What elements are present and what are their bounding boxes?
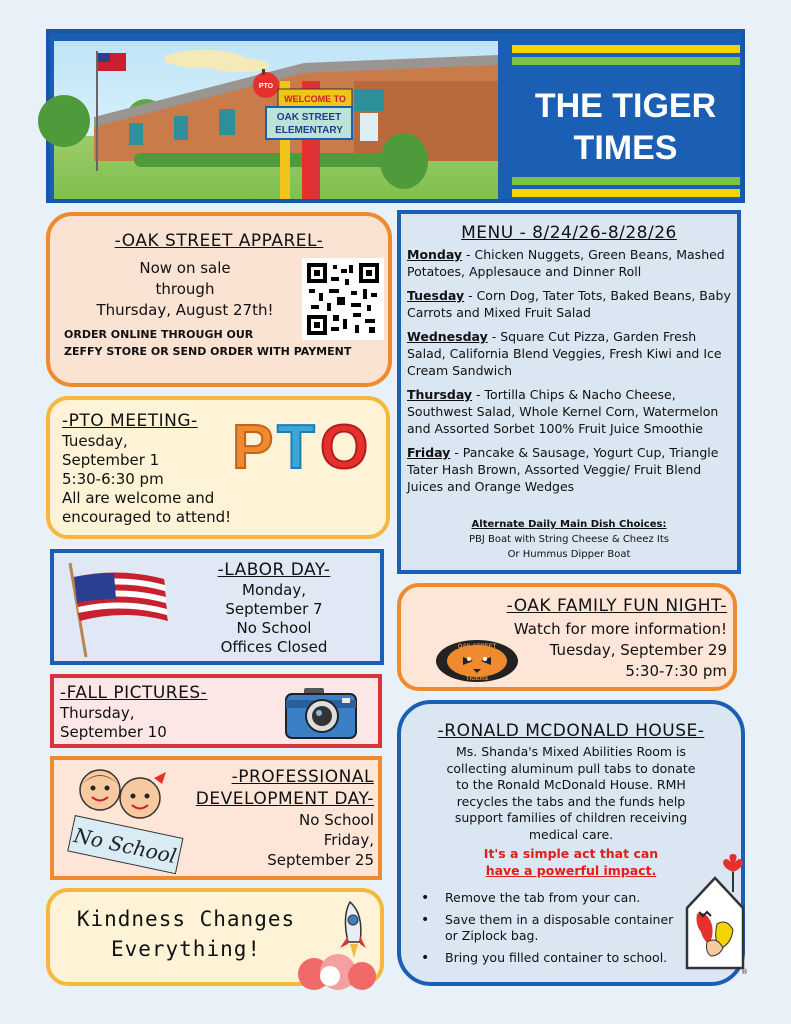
menu-days: [407, 246, 733, 502]
pd-heading-line2: DEVELOPMENT DAY-: [195, 789, 374, 809]
newsletter-title: [506, 85, 745, 169]
tree: [38, 95, 90, 147]
menu-day-wednesday: Wednesday - Square Cut Pizza, Garden Fresh Salad, California Blend Veggies, Fresh Kiwi and Ice Cream Sandwich: [407, 329, 722, 378]
labor-day-heading: -LABOR DAY-: [217, 560, 331, 580]
awning: [354, 89, 384, 111]
labor-day-section: [50, 549, 384, 665]
welcome-sign-text: WELCOME TO: [284, 94, 346, 104]
school-building-image: [54, 41, 498, 199]
svg-text:OAK STREET: OAK STREET: [457, 644, 497, 650]
cloud: [209, 58, 269, 72]
svg-text:P: P: [232, 413, 274, 482]
yellow-stripe: [512, 45, 740, 53]
menu-day-thursday: Thursday - Tortilla Chips & Nacho Cheese, Southwest Salad, Whole Kernel Corn, Watermelon and Assorted Sorbet 100% Fruit Juice Smoothie: [407, 387, 719, 436]
ronald-mcdonald-house-section: [397, 700, 748, 986]
alternate-choices: Alternate Daily Main Dish Choices: PBJ Boat with String Cheese & Cheez Its Or Hummus Dipper Boat: [401, 517, 737, 562]
title-line2: TIMES: [573, 129, 678, 167]
labor-day-text: -LABOR DAY- Monday, September 7 No School Offices Closed: [188, 559, 360, 657]
fall-pictures-text: -FALL PICTURES- Thursday, September 10: [60, 683, 208, 741]
fun-night-heading: -OAK FAMILY FUN NIGHT-: [506, 596, 727, 616]
title-panel: [506, 41, 745, 199]
svg-text:TIGERS: TIGERS: [465, 676, 489, 682]
flag-pole: [96, 51, 98, 171]
apparel-sale-text: Now on sale through Thursday, August 27th!: [96, 259, 274, 319]
rmh-body: Ms. Shanda's Mixed Abilities Room is collecting aluminum pull tabs to donate to the Ronald McDonald House. RMH recycles the tabs and the funds help support families of children receiving medical care.: [446, 744, 696, 842]
rmh-heading: -RONALD MCDONALD HOUSE-: [437, 721, 705, 741]
window: [219, 109, 235, 135]
menu-section: [397, 210, 741, 574]
no-school-kids-icon: [62, 764, 182, 876]
apparel-section: [46, 212, 392, 387]
green-stripe: [512, 57, 740, 65]
rmh-impact-text: It's a simple act that can have a powerful impact.: [483, 846, 659, 878]
apparel-heading: -OAK STREET APPAREL-: [114, 231, 324, 251]
newsletter-header: [46, 29, 745, 203]
tigers-logo: [435, 639, 519, 683]
school-name-line2: ELEMENTARY: [275, 125, 343, 136]
rocket-icon: [290, 896, 382, 984]
svg-text:T: T: [277, 413, 315, 482]
svg-text:O: O: [320, 413, 369, 482]
kindness-text: Kindness Changes Everything!: [76, 907, 296, 961]
menu-day-monday: Monday - Chicken Nuggets, Green Beans, Mashed Potatoes, Applesauce and Dinner Roll: [407, 247, 725, 279]
fall-pictures-section: [50, 674, 382, 748]
rmh-logo: [681, 852, 747, 976]
window: [360, 113, 378, 141]
hedge: [134, 153, 394, 167]
american-flag-icon: [64, 559, 174, 659]
camera-icon: [286, 688, 356, 738]
family-fun-night-section: [397, 583, 737, 691]
menu-day-tuesday: Tuesday - Corn Dog, Tater Tots, Baked Beans, Baby Carrots and Mixed Fruit Salad: [407, 288, 731, 320]
tiger-icon: [435, 639, 519, 683]
pto-meeting-section: [46, 396, 390, 539]
yellow-stripe: [512, 189, 740, 197]
window: [174, 116, 188, 140]
menu-heading: MENU - 8/24/26-8/28/26: [461, 223, 677, 243]
rmh-instructions: [407, 890, 683, 972]
professional-development-section: [50, 756, 382, 880]
kindness-section: [46, 888, 384, 986]
qr-code-icon: [307, 263, 379, 335]
pto-logo-icon: [232, 413, 382, 482]
alternate-heading: Alternate Daily Main Dish Choices:: [471, 519, 667, 530]
no-school-sign-text: No School: [71, 823, 179, 869]
pto-logo: [232, 413, 382, 482]
rmh-step: • Remove the tab from your can.: [407, 890, 683, 906]
rmh-house-icon: [681, 852, 747, 976]
rmh-step: • Bring you filled container to school.: [407, 950, 683, 966]
apparel-order-text: ORDER ONLINE THROUGH OUR ZEFFY STORE OR SEND ORDER WITH PAYMENT: [64, 328, 352, 358]
rmh-step: • Save them in a disposable container or Ziplock bag.: [407, 912, 683, 944]
school-illustration: [54, 41, 498, 199]
pd-heading-line1: -PROFESSIONAL: [231, 767, 374, 787]
fall-pictures-heading: -FALL PICTURES-: [60, 683, 208, 703]
menu-day-friday: Friday - Pancake & Sausage, Yogurt Cup, Triangle Tater Hash Brown, Assorted Veggie/ Fruit Blend Juices and Orange Wedges: [407, 445, 719, 494]
pto-details: Tuesday, September 1 5:30-6:30 pm All are welcome and encouraged to attend!: [62, 432, 232, 526]
fun-night-text: Watch for more information! Tuesday, September 29 5:30-7:30 pm: [513, 620, 727, 680]
window: [129, 123, 143, 145]
pto-heading: -PTO MEETING-: [62, 411, 198, 431]
green-stripe: [512, 177, 740, 185]
title-line1: THE TIGER: [534, 87, 717, 125]
professional-development-text: -PROFESSIONAL DEVELOPMENT DAY- No School Friday, September 25: [174, 766, 374, 870]
apple-label: PTO: [258, 83, 274, 90]
school-name-line1: OAK STREET: [276, 112, 342, 123]
svg-text:®: ®: [741, 968, 748, 976]
